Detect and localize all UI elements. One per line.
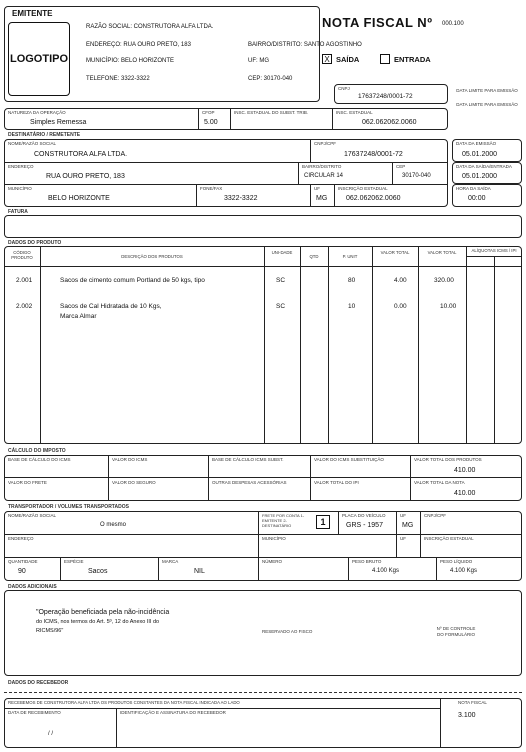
transp-marca-label: MARCA [162,559,179,564]
hora-label: HORA DA SAÍDA [456,186,491,191]
transp-uf-label: UF [400,513,406,518]
transp-frete-value: 1 [316,515,330,529]
transp-endereco-label: ENDEREÇO [8,536,34,541]
transportador-section: TRANSPORTADOR / VOLUMES TRANSPORTADOS [8,504,129,510]
emitente-uf: UF: MG [248,58,269,64]
cnpj-value: 17637248/0001-72 [358,93,413,100]
dest-cnpj-value: 17637248/0001-72 [344,151,403,158]
adicionais-line-3: RICMS/96" [36,628,64,634]
transp-peso-bruto-value: 4.100 Kgs [372,568,400,574]
dest-endereco-value: RUA OURO PRETO, 183 [46,173,125,180]
valor-produtos-value: 410.00 [454,467,476,474]
valor-produtos-label: VALOR TOTAL DOS PRODUTOS [414,457,482,462]
transp-qtd-value: 90 [18,568,26,575]
dest-cep-label: CEP [396,164,406,169]
dest-bairro-value: CIRCULAR 14 [304,173,344,179]
dest-cnpj-label: CNPJ/CPF [314,141,337,146]
dest-fone-label: FONE/FAX [200,186,223,191]
perforation-line [4,692,522,693]
dest-ie-label: INSCRIÇÃO ESTADUAL [338,186,388,191]
col-total-2: VALOR TOTAL [427,250,457,255]
cnpj-label: CNPJ [338,86,350,91]
adicionais-line-1: "Operação beneficiada pela não-incidência [36,609,170,616]
transp-peso-liquido-value: 4.100 Kgs [450,568,478,574]
adicionais-line-2: do ICMS, nos termos do Art. 5º, 12 do Anexo III do [36,619,160,625]
col-unit: P. UNIT [342,254,358,259]
table-row-2-descricao: Sacos de Cal Hidratada de 10 Kgs, [60,303,162,310]
dest-bairro-label: BAIRRO/DISTRITO [302,164,342,169]
table-row-2-descricao-2: Marca Almar [60,313,97,320]
col-codigo: CÓDIGO PRODUTO [11,250,33,260]
dest-nome-label: NOME/RAZÃO SOCIAL [8,141,57,146]
transp-nome-label: NOME/RAZÃO SOCIAL [8,513,57,518]
ie-label: INSC. ESTADUAL [336,110,373,115]
reservado-fisco: RESERVADO AO FISCO [262,629,313,634]
table-row-1-codigo: 2.001 [16,277,33,284]
dest-uf-value: MG [316,195,328,202]
table-row-2-unidade: SC [276,303,286,310]
emitente-telefone: TELEFONE: 3322-3322 [86,76,150,82]
dest-municipio-value: BELO HORIZONTE [48,195,110,202]
transp-peso-bruto-label: PESO BRUTO [352,559,382,564]
col-aliquotas: ALÍQUOTAS ICMS / IPI [471,248,517,253]
table-row-2-qtd: 10 [348,303,356,310]
recebemos-label: RECEBEMOS DE CONSTRUTORA ALFA LTDA OS PRODUTOS CONSTANTES DA NOTA FISCAL INDICADA AO LADO [8,700,240,705]
table-row-2-total: 10.00 [440,303,457,310]
transp-nome-value: O mesmo [100,522,127,528]
seguro-label: VALOR DO SEGURO [112,480,156,485]
base-icms-label: BASE DE CÁLCULO DO ICMS [8,457,71,462]
cfop-value: 5.00 [204,119,218,126]
data-recebimento-value[interactable]: / / [48,731,54,737]
transp-ie-label: INSCRIÇÃO ESTADUAL [424,536,474,541]
impostos-section: CÁLCULO DO IMPOSTO [8,448,66,454]
controle-formulario: Nº DE CONTROLE DO FORMULÁRIO [436,626,476,637]
transp-frete-label: FRETE POR CONTA 1-EMITENTE 2-DESTINATÁRIO [262,513,305,528]
col-qtd: QTD [309,254,319,259]
emitente-heading: EMITENTE [12,9,53,18]
table-row-1-unit: 4.00 [394,277,407,284]
nf-label: NOTA FISCAL [458,700,487,705]
emitente-razao: RAZÃO SOCIAL: CONSTRUTORA ALFA LTDA. [86,24,214,30]
data-saida-value: 05.01.2000 [462,173,498,180]
fatura-label: FATURA [8,209,28,215]
ipi-label: VALOR TOTAL DO IPI [314,480,359,485]
recebedor-box [4,698,522,748]
dest-ie-value: 062.062062.0060 [346,195,401,202]
fatura-box [4,215,522,238]
dest-uf-label: UF [314,186,320,191]
saida-checkbox[interactable]: X [322,54,332,64]
col-unidade: UNI-DADE [271,250,293,255]
hora-value: 00:00 [468,195,486,202]
dest-fone-value: 3322-3322 [224,195,258,202]
assinatura-label: IDENTIFICAÇÃO E ASSINATURA DO RECEBEDOR [120,710,226,715]
transp-qtd-label: QUANTIDADE [8,559,38,564]
table-row-2-unit: 0.00 [394,303,407,310]
logo: LOGOTIPO [8,22,70,96]
data-emissao-label: DATA DA EMISSÃO [456,141,497,146]
side-box-text: DATA LIMITE PARA EMISSÃO [456,88,518,93]
entrada-label: ENTRADA [394,55,431,64]
transp-uf2-label: UF [400,536,406,541]
emitente-cep: CEP: 30170-040 [248,76,293,82]
frete-label: VALOR DO FRETE [8,480,47,485]
emitente-municipio: MUNICÍPIO: BELO HORIZONTE [86,58,175,64]
transp-especie-label: ESPÉCIE [64,559,84,564]
ie-subst-label: INSC. ESTADUAL DO SUBST. TRIB. [234,110,309,115]
natureza-value: Simples Remessa [30,119,87,126]
data-saida-label: DATA DA SAÍDA/ENTRADA [456,164,512,169]
saida-label: SAÍDA [336,55,360,64]
transp-placa-value: GRS - 1957 [346,522,383,529]
valor-subst-label: VALOR DO ICMS SUBSTITUIÇÃO [314,457,384,462]
side-box-text2: DATA LIMITE PARA EMISSÃO [456,102,518,108]
side-box [452,88,522,130]
valor-icms-label: VALOR DO ICMS [112,457,148,462]
table-row-1-unidade: SC [276,277,286,284]
produtos-section: DADOS DO PRODUTO [8,240,62,246]
nota-number: 000.100 [442,21,464,27]
cfop-label: CFOP [202,110,215,115]
base-subst-label: BASE DE CÁLCULO ICMS SUBST. [212,457,284,462]
transp-municipio-label: MUNICÍPIO [262,536,286,541]
transp-marca-value: NIL [194,568,205,575]
nf-value: 3.100 [458,712,476,719]
transp-peso-liquido-label: PESO LÍQUIDO [440,559,473,564]
dest-municipio-label: MUNICÍPIO [8,186,32,191]
table-row-1-total: 320.00 [434,277,454,284]
table-row-1-qtd: 80 [348,277,356,284]
emitente-endereco: ENDEREÇO: RUA OURO PRETO, 183 [86,42,191,48]
dest-nome-value: CONSTRUTORA ALFA LTDA. [34,151,128,158]
transp-placa-label: PLACA DO VEÍCULO [342,513,386,518]
valor-nota-label: VALOR TOTAL DA NOTA [414,480,465,485]
transp-cnpj-label: CNPJ/CPF [424,513,447,518]
ie-value: 062.062062.0060 [362,119,417,126]
dest-cep-value: 30170-040 [402,173,431,179]
produtos-box [4,246,522,444]
data-recebimento-label: DATA DE RECEBIMENTO [8,710,61,715]
dados-recebedor-label: DADOS DO RECEBEDOR [8,680,69,686]
natureza-label: NATUREZA DA OPERAÇÃO [8,110,66,115]
emitente-bairro: BAIRRO/DISTRITO: SANTO AGOSTINHO [248,42,362,48]
col-descricao: DESCRIÇÃO DOS PRODUTOS [121,254,183,259]
despesas-label: OUTRAS DESPESAS ACESSÓRIAS [212,480,287,485]
dest-endereco-label: ENDEREÇO [8,164,34,169]
destinatario-section: DESTINATÁRIO / REMETENTE [8,132,81,138]
table-row-2-codigo: 2.002 [16,303,33,310]
nota-title: NOTA FISCAL Nº [322,15,433,30]
valor-nota-value: 410.00 [454,490,476,497]
col-total: VALOR TOTAL [380,250,410,255]
transp-especie-value: Sacos [88,568,108,575]
transp-uf-value: MG [402,522,414,529]
data-emissao-value: 05.01.2000 [462,151,498,158]
table-row-1-descricao: Sacos de cimento comum Portland de 50 kgs, tipo [60,277,205,284]
transp-numero-label: NÚMERO [262,559,282,564]
entrada-checkbox[interactable] [380,54,390,64]
adicionais-section: DADOS ADICIONAIS [8,584,57,590]
